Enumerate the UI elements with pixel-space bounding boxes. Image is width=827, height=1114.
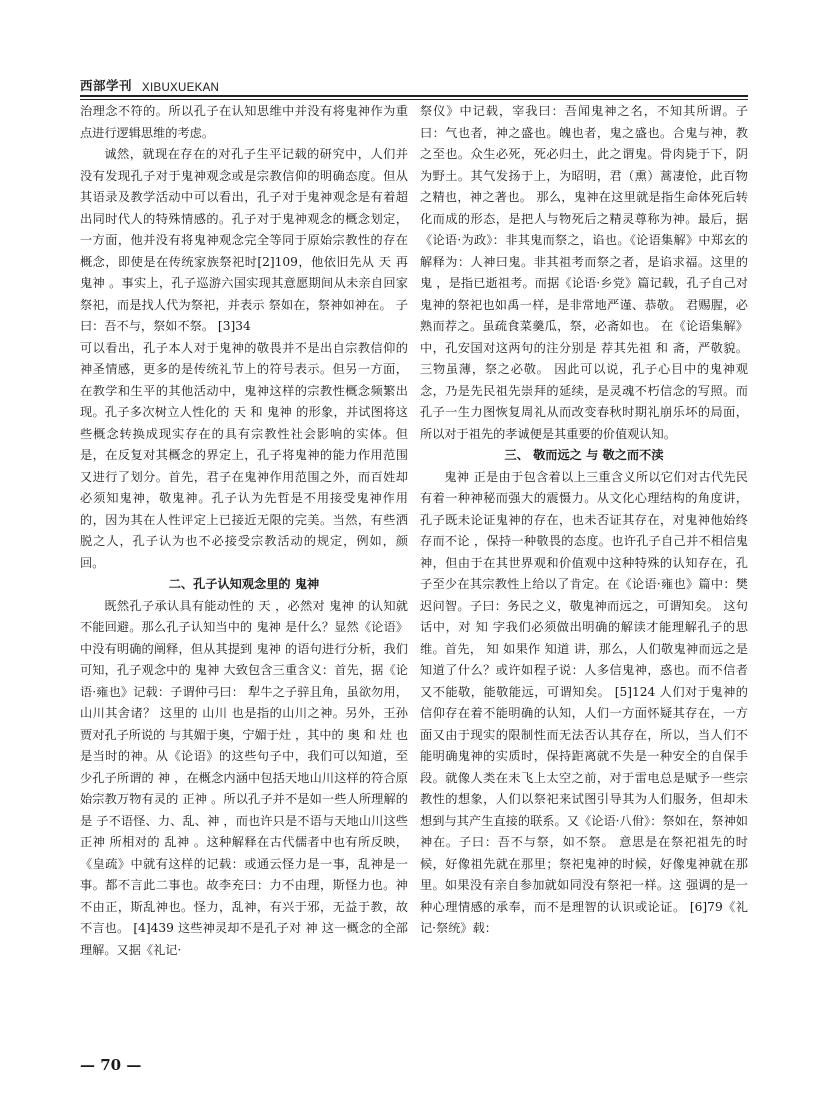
journal-name-en: XIBUXUEKAN [142, 82, 220, 94]
page-number: — 70 — [80, 1056, 142, 1074]
right-column [420, 101, 748, 1046]
journal-name-cn: 西部学刊 [80, 78, 133, 93]
right-para-0: 祭仪》中记载，宰我曰：吾闻鬼神之名，不知其所谓。子曰：气也者，神之盛也。魄也者，鬼之盛也。合鬼与神，教之至也。众生必死，死必归土，此之谓鬼。骨肉毙于下，阴为野土。其气发扬于上，为昭明，君（熏）蒿凄怆，此百物之精也，神之著也。 那么，鬼神在这里就是指生命体死后转化而成的形态，是把人与物死后之精灵尊称为神。最后，据《论语·为政》：非其鬼而祭之，谄也。《论语集解》中郑玄的解释为：人神曰鬼。非其祖考而祭之者，是谄求福。这里的 鬼 ，是指已逝祖考。而据《论语·乡党》篇记载，孔子自己对鬼神的祭祀也如禹一样，是非常地严谨、恭敬。 君赐腥，必熟而荐之。虽疏食菜羹瓜，祭，必斋如也。 在《论语集解》中，孔安国对这两句的注分别是 荐其先祖 和 斋，严敬貌。三物虽薄，祭之必敬。 因此可以说，孔子心目中的鬼神观念，乃是先民祖先崇拜的延续，是灵魂不朽信念的写照。而孔子一生力图恢复周礼从而改变春秋时期礼崩乐坏的局面，所以对于祖先的孝诚便是其重要的价值观认知。 [420, 104, 748, 441]
left-para-2: 可以看出，孔子本人对于鬼神的敬畏并不是出自宗教信仰的神圣情感，更多的是传统礼节上的符号表示。但另一方面，在教学和生平的其他活动中，鬼神这样的宗教性概念频繁出现。孔子多次树立人性化的 天 和 鬼神 的形象，并试图将这些概念转换成现实存在的具有宗教性社会影响的实体。但是，在反复对其概念的界定上，孔子将鬼神的能力作用范围又进行了划分。首先，君子在鬼神作用范围之外，而百姓却必须知鬼神，敬鬼神。孔子认为先哲是不用接受鬼神作用的，因为其在人性评定上已接近无限的完美。当然，有些洒脱之人，孔子认为也不必接受宗教活动的规定，例如，颜回。 [80, 340, 408, 570]
right-para-2: 鬼神 正是由于包含着以上三重含义所以它们对古代先民有着一种神秘而强大的震慑力。从文化心理结构的角度讲，孔子既未论证鬼神的存在，也未否证其存在，对鬼神他始终 存而不论 ，保持一种敬畏的态度。也许孔子自己并不相信鬼神，但由于在其世界观和价值观中这种特殊的认知存在，孔子至少在其宗教性上给以了肯定。在《论语·雍也》篇中：樊迟问智。子曰：务民之义，敬鬼神而远之，可谓知矣。 这句话中，对 知 字我们必须做出明确的解读才能理解孔子的思维。首先， 知 如果作 知道 讲，那么，人们敬鬼神而远之是知道了什么？或许如程子说：人多信鬼神，惑也。而不信者又不能敬，能敬能远，可谓知矣。 [5]124 人们对于鬼神的信仰存在着不能明确的认知，人们一方面怀疑其存在，一方面又由于现实的限制性而无法否认其存在，所以，当人们不能明确鬼神的实质时，保持距离就不失是一种安全的自保手段。就像人类在未飞上太空之前，对于雷电总是赋予一些宗教性的想象，人们以祭祀来试图引导其为人们服务，但却未想到与其产生直接的联系。又《论语·八佾》：祭如在，祭神如神在。子曰：吾不与祭，如不祭。 意思是在祭祀祖先的时候，好像祖先就在那里；祭祀鬼神的时候，好像鬼神就在那里。如果没有亲自参加就如同没有祭祀一样。这 强调的是一种心理情感的承奉，而不是理智的认识或论证。 [6]79《礼记·祭统》载： [420, 469, 748, 935]
left-para-0: 治理念不符的。所以孔子在认知思维中并没有将鬼神作为重点进行逻辑思维的考虑。 [80, 104, 408, 140]
left-para-1: 诚然，就现在存在的对孔子生平记载的研究中，人们并没有发现孔子对于鬼神观念或是宗教信仰的明确态度。但从其语录及教学活动中可以看出，孔子对于鬼神观念是有着超出同时代人的特殊情感的。孔子对于鬼神观念的概念划定，一方面，他并没有将鬼神观念完全等同于原始宗教性的存在概念，即使是在传统家族祭祀时[2]109，他依旧先从 天 再 鬼神 。事实上，孔子巡游六国实现其意愿期间从未亲自回家祭祀，而是找人代为祭祀，并表示 祭如在，祭神如神在。 子曰：吾不与，祭如不祭。 [3]34 [80, 147, 408, 333]
left-para-4: 既然孔子承认具有能动性的 天 ，必然对 鬼神 的认知就不能回避。那么孔子认知当中的 鬼神 是什么？显然《论语》中没有明确的阐释，但从其提到 鬼神 的语句进行分析，我们可知，孔子观念中的 鬼神 大致包含三重含义：首先，据《论语·雍也》记载：子谓仲弓曰： 犁牛之子骍且角，虽欲勿用，山川其舍诸？ 这里的 山川 也是指的山川之神。另外，王孙贾对孔子所说的 与其媚于奥，宁媚于灶 ，其中的 奥 和 灶 也是当时的神。从《论语》的这些句子中，我们可以知道，至少孔子所谓的 神 ，在概念内涵中包括天地山川这样的符合原始宗教万物有灵的 正神 。所以孔子并不是如一些人所理解的是 子不语怪、力、乱、神 ，而也许只是不语与天地山川这些 正神 所相对的 乱神 。这种解释在古代儒者中也有所反映，《皇疏》中就有这样的记载：或通云怪力是一事，乱神是一事。都不言此二事也。故李充曰：力不由理，斯怪力也。神不由正，斯乱神也。怪力，乱神，有兴于邪，无益于教，故不言也。 [4]439 这些神灵却不是孔子对 神 这一概念的全部理解。又据《礼记· [80, 598, 408, 957]
header-rule-thick [80, 95, 748, 97]
section-heading-3: 三、 敬而远之 与 敬之而不渎 [504, 448, 664, 462]
left-column [80, 101, 408, 1046]
running-header [80, 70, 748, 94]
header-rule-thin [80, 99, 748, 100]
section-heading-2: 二、孔子认知观念里的 鬼神 [168, 577, 320, 591]
